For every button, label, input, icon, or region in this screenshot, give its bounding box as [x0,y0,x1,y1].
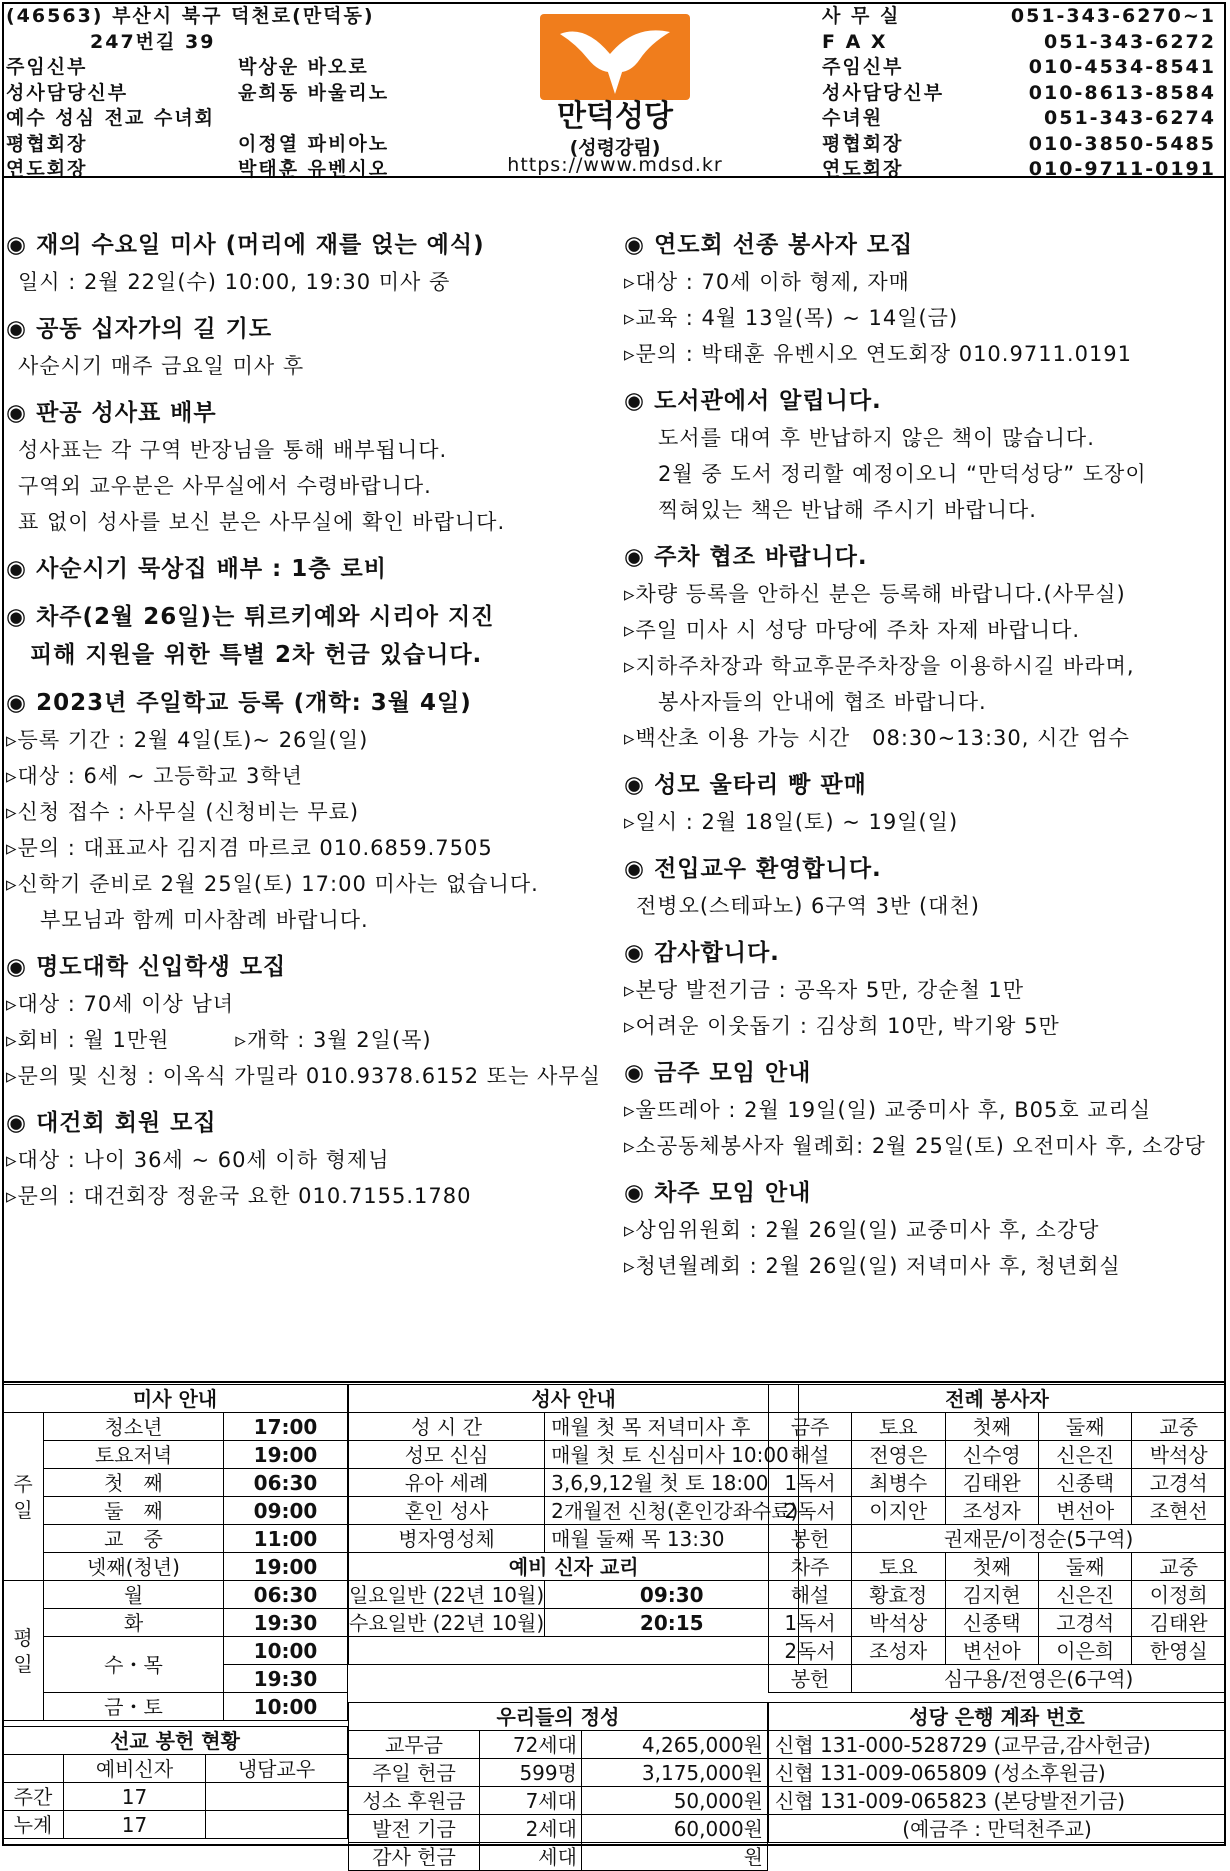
notice-section [624,1054,1226,1164]
sacrament-row [349,1469,799,1497]
mission-head-cell: 냉담교우 [206,1755,348,1783]
sacrament-title: 성사 안내 [349,1385,799,1413]
header-right-key: 평협회장 [822,132,904,155]
blank-row [349,1637,799,1665]
liturgy-cell: 해설 [769,1581,852,1609]
offering-amount: 원 [581,1843,767,1871]
sacrament-detail: 매월 둘째 목 13:30 [545,1525,799,1553]
liturgy-week-head [769,1413,1226,1441]
liturgy-cell: 조현선 [1132,1497,1226,1525]
sacrament-name: 성모 신심 [349,1441,545,1469]
liturgy-head-cell: 첫째 [945,1553,1038,1581]
header-right-key: 연도회장 [822,158,904,180]
liturgy-row [769,1637,1226,1665]
church-subtitle: (성령강림) [569,137,661,159]
offering-amount: 3,175,000원 [581,1759,767,1787]
liturgy-head-cell: 교중 [1132,1413,1226,1441]
mass-time: 06:30 [224,1469,348,1497]
header-left-row [6,106,526,132]
notice-title: ◉ 성모 울타리 빵 판매 [624,772,867,798]
notice-section [6,598,618,636]
offering-amount: 60,000원 [581,1815,767,1843]
mission-cell: 주간 [3,1783,64,1811]
liturgy-cell: 1독서 [769,1469,852,1497]
liturgy-cell: 조성자 [945,1497,1038,1525]
notice-line: ▹문의 : 대표교사 김지겸 마르코 010.6859.7505 [6,836,493,860]
bank-account-table [768,1702,1226,1843]
header-left-key: (46563) 부산시 북구 덕천로(만덕동) [6,5,375,27]
bank-header-row [769,1703,1226,1731]
sacrament-table [348,1384,799,1665]
bottom-divider [2,1381,1226,1383]
catechumen-class: 일요일반 (22년 10월) [349,1582,545,1607]
mission-cell: 17 [64,1811,206,1839]
notice-title: ◉ 도서관에서 알립니다. [624,388,882,414]
offering-row [349,1843,768,1871]
notice-line: ▹대상 : 나이 36세 ~ 60세 이하 형제님 [6,1148,390,1172]
notice-line: 부모님과 함께 미사참례 바랍니다. [18,908,369,932]
mass-name: 월 [44,1581,224,1609]
mass-name: 첫 째 [44,1469,224,1497]
notice-title: ◉ 명도대학 신입학생 모집 [6,954,287,980]
liturgy-cell: 전영은 [852,1441,945,1469]
notice-line: ▹본당 발전기금 : 공옥자 5만, 강순철 1만 [624,978,1025,1002]
sacrament-detail: 2개월전 신청(혼인강좌수료) [545,1497,799,1525]
notice-line: 사순시기 매주 금요일 미사 후 [18,354,305,378]
liturgy-cell: 이은희 [1039,1637,1132,1665]
mission-cell [206,1783,348,1811]
notice-section [624,850,1226,924]
mission-title: 선교 봉헌 현황 [3,1727,348,1755]
header-right-key: 주임신부 [822,56,904,78]
header-contact-right [822,4,1222,183]
liturgy-cell: 김태완 [945,1469,1038,1497]
dove-icon [540,14,690,100]
sacrament-row [349,1497,799,1525]
notice-column-left [6,226,618,1214]
liturgy-row [769,1497,1226,1525]
offering-header-row [349,1703,768,1731]
bank-account: 신협 131-000-528729 (교무금,감사헌금) [769,1731,1226,1759]
liturgy-cell: 신종택 [945,1609,1038,1637]
notice-line: ▹주일 미사 시 성당 마당에 주차 자제 바랍니다. [624,618,1081,642]
mass-name: 토요저녁 [44,1441,224,1469]
notice-line: 도서를 대여 후 반납하지 않은 책이 많습니다. [636,426,1095,450]
header-right-value: 010-9711-0191 [1028,158,1216,180]
mass-row [3,1413,348,1441]
notice-line: ▹신청 접수 : 사무실 (신청비는 무료) [6,800,360,824]
header-left-row [6,55,526,81]
notice-line: 찍혀있는 책은 반납해 주시기 바랍니다. [636,498,1037,522]
mass-row [3,1497,348,1525]
catechumen-row [349,1609,799,1637]
header-right-row [822,55,1222,81]
bank-row [769,1787,1226,1815]
offering-count: 세대 [480,1843,582,1871]
liturgy-cell: 신은진 [1039,1581,1132,1609]
liturgy-cell: 고경석 [1039,1609,1132,1637]
sacrament-name: 성 시 간 [349,1413,545,1441]
mass-time: 06:30 [224,1581,348,1609]
liturgy-cell: 황효정 [852,1581,945,1609]
bank-row [769,1815,1226,1843]
header-right-key: 성사담당신부 [822,81,945,104]
notice-line: ▹일시 : 2월 18일(토) ~ 19일(일) [624,810,959,834]
mission-cell: 누계 [3,1811,64,1839]
catechumen-time: 09:30 [545,1581,799,1609]
offering-amount: 4,265,000원 [581,1731,767,1759]
offering-table [348,1702,768,1871]
bank-row [769,1759,1226,1787]
liturgy-head-cell: 둘째 [1039,1413,1132,1441]
church-name: 만덕성당 [557,99,673,134]
notice-title: ◉ 감사합니다. [624,940,780,966]
liturgy-offering: 권재문/이정순(5구역) [852,1525,1226,1553]
liturgy-cell: 고경석 [1132,1469,1226,1497]
mass-time: 19:00 [224,1553,348,1581]
mass-row [3,1693,348,1721]
catechumen-header-row [349,1553,799,1581]
header-left-key: 성사담당신부 [6,81,129,104]
church-url[interactable]: https://www.mdsd.kr [507,154,723,176]
mission-cell [206,1811,348,1839]
liturgy-offering-row [769,1525,1226,1553]
mass-name: 수・목 [44,1637,224,1693]
liturgy-cell: 변선아 [1039,1497,1132,1525]
offering-count: 7세대 [480,1787,582,1815]
notice-title: ◉ 대건회 회원 모집 [6,1110,217,1136]
notice-title: ◉ 전입교우 환영합니다. [624,856,882,882]
liturgy-cell: 봉헌 [769,1665,852,1693]
header-right-row [822,30,1222,56]
offering-count: 599명 [480,1759,582,1787]
sacrament-detail: 매월 첫 목 저녁미사 후 [545,1413,799,1441]
liturgy-head-cell: 금주 [769,1413,852,1441]
liturgy-cell: 최병수 [852,1469,945,1497]
notice-line: ▹울뜨레아 : 2월 19일(일) 교중미사 후, B05호 교리실 [624,1098,1152,1122]
offering-title: 우리들의 정성 [349,1703,768,1731]
liturgy-cell: 해설 [769,1441,852,1469]
notice-title: 피해 지원을 위한 특별 2차 헌금 있습니다. [6,642,483,668]
liturgy-head-cell: 차주 [769,1553,852,1581]
header-right-row [822,81,1222,107]
notice-line: 성사표는 각 구역 반장님을 통해 배부됩니다. [18,438,448,462]
mass-time: 19:30 [224,1665,348,1693]
notice-line: ▹대상 : 6세 ~ 고등학교 3학년 [6,764,303,788]
header-right-value: 010-4534-8541 [1028,56,1216,78]
liturgy-offering: 심구용/전영은(6구역) [852,1665,1226,1693]
sacrament-row [349,1413,799,1441]
notice-line: ▹소공동체봉사자 월례회: 2월 25일(토) 오전미사 후, 소강당 [624,1134,1206,1158]
notice-line: ▹문의 : 박태훈 유벤시오 연도회장 010.9711.0191 [624,342,1133,366]
header-left-key: 연도회장 [6,158,88,180]
notice-title: ◉ 판공 성사표 배부 [6,400,217,426]
notice-section [624,226,1226,372]
notice-title: ◉ 재의 수요일 미사 (머리에 재를 얹는 예식) [6,232,485,258]
liturgy-week-head [769,1553,1226,1581]
mass-time: 09:00 [224,1497,348,1525]
offering-name: 성소 후원금 [349,1787,480,1815]
notice-title: ◉ 2023년 주일학교 등록 (개학: 3월 4일) [6,690,472,716]
header-left-key: 예수 성심 전교 수녀회 [6,107,216,129]
sacrament-detail: 매월 첫 토 신심미사 10:00 [545,1441,799,1469]
notice-line: ▹백산초 이용 가능 시간 08:30~13:30, 시간 엄수 [624,726,1130,750]
header-left-row [6,157,526,183]
notice-section [6,684,618,938]
header-right-row [822,132,1222,158]
notice-title: ◉ 사순시기 묵상집 배부 : 1층 로비 [6,556,387,582]
offering-row [349,1759,768,1787]
offering-count: 2세대 [480,1815,582,1843]
notice-section [6,1104,618,1214]
notice-line: 봉사자들의 안내에 협조 바랍니다. [636,690,987,714]
mission-table [2,1726,348,1839]
notice-line: 표 없이 성사를 보신 분은 사무실에 확인 바랍니다. [18,510,506,534]
mass-row [3,1469,348,1497]
header-contact-left [6,4,526,183]
notice-section [624,538,1226,756]
catechumen-time: 20:15 [545,1609,799,1637]
header-right-key: 사 무 실 [822,5,901,27]
notice-line: ▹대상 : 70세 이하 형제, 자매 [624,270,910,294]
notice-section [624,766,1226,840]
mission-head [3,1755,348,1783]
offering-row [349,1731,768,1759]
header-left-row [6,4,526,30]
notice-section [6,948,618,1094]
notice-line: ▹문의 및 신청 : 이옥식 가밀라 010.9378.6152 또는 사무실 [6,1064,601,1088]
liturgy-table [768,1384,1226,1693]
mass-name: 둘 째 [44,1497,224,1525]
liturgy-cell: 2독서 [769,1637,852,1665]
mass-row [3,1581,348,1609]
offering-name: 감사 헌금 [349,1843,480,1871]
sacrament-name: 병자영성체 [349,1525,545,1553]
header-right-value: 051-343-6270~1 [1010,5,1216,27]
offering-row [349,1787,768,1815]
header-left-value: 이정열 파비아노 [238,132,390,155]
notice-line: ▹차량 등록을 안하신 분은 등록해 바랍니다.(사무실) [624,582,1126,606]
liturgy-cell: 이정희 [1132,1581,1226,1609]
liturgy-row [769,1581,1226,1609]
notice-section [624,382,1226,528]
bank-account: 신협 131-009-065823 (본당발전기금) [769,1787,1226,1815]
notice-line: ▹신학기 준비로 2월 25일(토) 17:00 미사는 없습니다. [6,872,539,896]
notice-section [6,310,618,384]
header-right-key: F A X [822,30,888,53]
liturgy-head-cell: 첫째 [945,1413,1038,1441]
header-right-value: 051-343-6274 [1044,107,1216,129]
notice-line: 일시 : 2월 22일(수) 10:00, 19:30 미사 중 [18,270,451,294]
liturgy-header-row [769,1385,1226,1413]
bank-title: 성당 은행 계좌 번호 [769,1703,1226,1731]
bank-account: 신협 131-009-065809 (성소후원금) [769,1759,1226,1787]
mass-row [3,1441,348,1469]
mission-row [3,1811,348,1839]
notice-line: 구역외 교우분은 사무실에서 수령바랍니다. [18,474,432,498]
offering-name: 발전 기금 [349,1815,480,1843]
liturgy-cell: 신수영 [945,1441,1038,1469]
liturgy-cell: 2독서 [769,1497,852,1525]
liturgy-cell: 김태완 [1132,1609,1226,1637]
mass-time: 10:00 [224,1637,348,1665]
header-left-value: 박상운 바오로 [238,56,369,78]
mass-schedule-table [2,1384,348,1721]
liturgy-head-cell: 토요 [852,1553,945,1581]
header-left-key: 주임신부 [6,56,88,78]
weekday-label: 평 일 [3,1581,44,1721]
catechumen-row [349,1581,799,1609]
notice-line: 전병오(스테파노) 6구역 3반 (대천) [636,894,980,918]
sacrament-header-row [349,1385,799,1413]
mass-name: 교 중 [44,1525,224,1553]
header-left-row [6,132,526,158]
mass-row [3,1637,348,1665]
liturgy-cell: 신은진 [1039,1441,1132,1469]
header-right-value: 010-8613-8584 [1028,81,1216,104]
catechumen-title: 예비 신자 교리 [349,1553,799,1581]
mission-row [3,1783,348,1811]
mass-name: 청소년 [44,1413,224,1441]
notice-title: ◉ 금주 모임 안내 [624,1060,812,1086]
liturgy-cell: 변선아 [945,1637,1038,1665]
liturgy-title: 전례 봉사자 [769,1385,1226,1413]
header-left-value: 박태훈 유벤시오 [238,158,390,180]
notice-title: ◉ 차주 모임 안내 [624,1180,812,1206]
header-left-row [6,30,526,56]
mass-name: 금・토 [44,1693,224,1721]
mass-header-row [3,1385,348,1413]
liturgy-cell: 김지현 [945,1581,1038,1609]
sacrament-row [349,1525,799,1553]
mission-cell: 17 [64,1783,206,1811]
notice-line: ▹청년월례회 : 2월 26일(일) 저녁미사 후, 청년회실 [624,1254,1121,1278]
offering-name: 주일 헌금 [349,1759,480,1787]
liturgy-cell: 박석상 [852,1609,945,1637]
liturgy-row [769,1469,1226,1497]
sacrament-detail: 3,6,9,12월 첫 토 18:00 [545,1469,799,1497]
liturgy-cell: 신종택 [1039,1469,1132,1497]
mass-row [3,1553,348,1581]
sacrament-name: 혼인 성사 [349,1497,545,1525]
header-right-value: 051-343-6272 [1044,30,1216,53]
liturgy-cell: 한영실 [1132,1637,1226,1665]
notice-line: ▹어려운 이웃돕기 : 김상희 10만, 박기왕 5만 [624,1014,1060,1038]
sacrament-row [349,1441,799,1469]
mass-time: 17:00 [224,1413,348,1441]
header-right-row [822,106,1222,132]
notice-line: ▹회비 : 월 1만원 ▹개학 : 3월 2일(목) [6,1028,432,1052]
liturgy-cell: 조성자 [852,1637,945,1665]
liturgy-row [769,1441,1226,1469]
notice-section [6,636,618,674]
header-right-row [822,4,1222,30]
mass-row [3,1609,348,1637]
notice-section [6,394,618,540]
header-left-value: 윤희동 바울리노 [238,81,390,104]
sunday-label: 주 일 [3,1413,44,1581]
notice-title: ◉ 주차 협조 바랍니다. [624,544,868,570]
mass-time: 10:00 [224,1693,348,1721]
liturgy-cell: 봉헌 [769,1525,852,1553]
blank-cell [349,1637,799,1665]
offering-amount: 50,000원 [581,1787,767,1815]
notice-title: ◉ 연도회 선종 봉사자 모집 [624,232,914,258]
mission-head-cell [3,1755,64,1783]
notice-section [6,550,618,588]
liturgy-cell: 박석상 [1132,1441,1226,1469]
header-right-row [822,157,1222,183]
mass-name: 화 [44,1609,224,1637]
notice-title: ◉ 차주(2월 26일)는 튀르키예와 시리아 지진 [6,604,495,630]
header-left-key: 247번길 39 [6,30,216,53]
bank-row [769,1731,1226,1759]
sacrament-name: 유아 세례 [349,1469,545,1497]
mass-name: 넷째(청년) [44,1553,224,1581]
liturgy-row [769,1609,1226,1637]
notice-line: 2월 중 도서 정리할 예정이오니 “만덕성당” 도장이 [636,462,1147,486]
header-divider [2,176,1226,178]
header-left-key: 평협회장 [6,132,88,155]
notice-line: ▹지하주차장과 학교후문주차장을 이용하시길 바라며, [624,654,1135,678]
mission-header-row [3,1727,348,1755]
liturgy-head-cell: 토요 [852,1413,945,1441]
notice-line: ▹교육 : 4월 13일(목) ~ 14일(금) [624,306,959,330]
notice-section [624,1174,1226,1284]
mass-time: 19:00 [224,1441,348,1469]
offering-row [349,1815,768,1843]
header-right-key: 수녀원 [822,107,884,129]
mass-title: 미사 안내 [3,1385,348,1413]
mass-time: 11:00 [224,1525,348,1553]
liturgy-offering-row [769,1665,1226,1693]
offering-count: 72세대 [480,1731,582,1759]
notice-line: ▹상임위원회 : 2월 26일(일) 교중미사 후, 소강당 [624,1218,1100,1242]
header-right-value: 010-3850-5485 [1028,132,1216,155]
liturgy-cell: 1독서 [769,1609,852,1637]
notice-section [6,226,618,300]
liturgy-head-cell: 둘째 [1039,1553,1132,1581]
notice-section [624,934,1226,1044]
notice-title: ◉ 공동 십자가의 길 기도 [6,316,273,342]
mass-time: 19:30 [224,1609,348,1637]
offering-name: 교무금 [349,1731,480,1759]
header-left-row [6,81,526,107]
mission-head-cell: 예비신자 [64,1755,206,1783]
notice-column-right [624,226,1226,1284]
catechumen-class: 수요일반 (22년 10월) [349,1610,545,1635]
liturgy-cell: 이지안 [852,1497,945,1525]
notice-line: ▹등록 기간 : 2월 4일(토)~ 26일(일) [6,728,369,752]
notice-line: ▹문의 : 대건회장 정윤국 요한 010.7155.1780 [6,1184,472,1208]
notice-line: ▹대상 : 70세 이상 남녀 [6,992,235,1016]
church-logo [540,14,690,100]
liturgy-head-cell: 교중 [1132,1553,1226,1581]
mass-row [3,1525,348,1553]
bank-account: (예금주 : 만덕천주교) [769,1815,1226,1843]
